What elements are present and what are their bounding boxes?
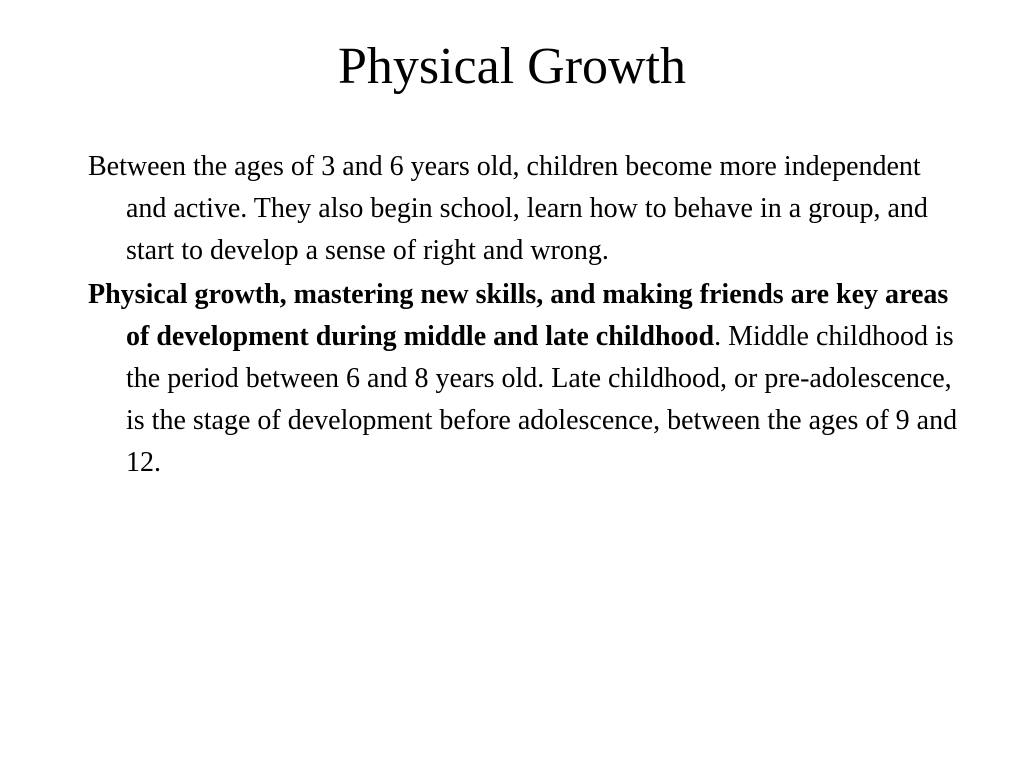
paragraph-1-text: Between the ages of 3 and 6 years old, children become more independent and active. They also begin school, learn how to behave in a group, and start to develop a sense of right and wrong.: [88, 151, 928, 266]
paragraph-2: [88, 274, 958, 484]
paragraph-1: [88, 146, 958, 272]
paragraph-2-text: . Middle childhood is the period between 6 and 8 years old. Late childhood, or pre-adolescence, is the stage of development before adolescence, between the ages of 9 and 12.: [126, 321, 958, 478]
slide-title: Physical Growth: [337, 38, 687, 95]
slide-body: [88, 146, 958, 486]
paragraph-2-bold-text: Physical growth, mastering new skills, and making friends are key areas of development during middle and late childhood: [88, 279, 949, 352]
